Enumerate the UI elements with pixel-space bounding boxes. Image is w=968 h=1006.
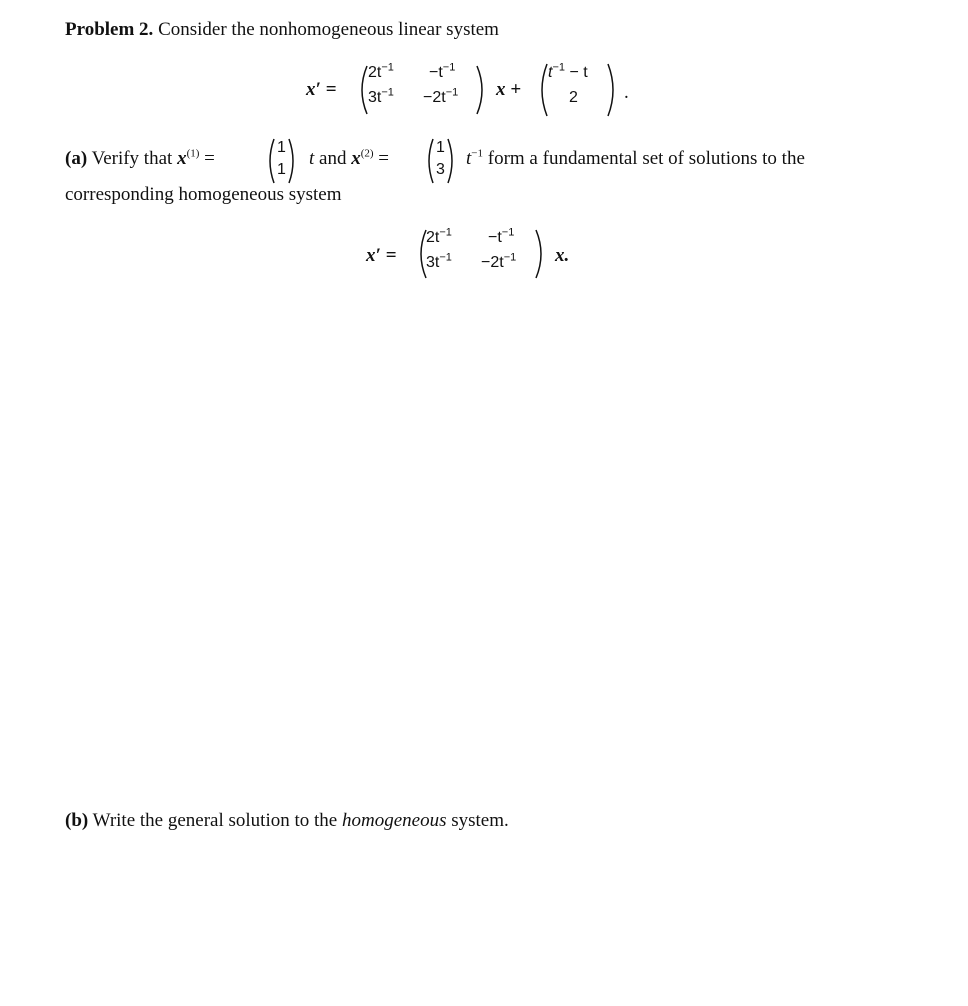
problem-intro: Consider the nonhomogeneous linear system: [158, 19, 499, 40]
v1-left-paren: [264, 137, 276, 185]
part-b-label: (b): [65, 810, 89, 831]
part-a-verify-text: Verify that: [91, 148, 173, 169]
homog-rhs: x.: [555, 245, 570, 266]
v2-right-paren: [446, 137, 458, 185]
v1-right-paren: [287, 137, 299, 185]
v2-bottom: 3: [436, 161, 445, 178]
v1-bottom: 1: [277, 161, 286, 178]
matrix-a22: $-2t^{-1}$: [423, 86, 459, 106]
part-b-text-after: system.: [451, 810, 509, 831]
forcing-top: $t^{-1} - t$: [548, 61, 588, 81]
homog-a12: $-t^{-1}$: [488, 226, 515, 246]
matrix-left-paren: [355, 64, 369, 116]
homog-lhs: x′ =: [366, 245, 397, 266]
part-a-line2: corresponding homogeneous system: [65, 184, 342, 205]
part-a-tail: $t^{-1}$ form a fundamental set of solutions to the: [466, 147, 805, 169]
part-a-middle: t and $x^{(2)}$ =: [309, 147, 390, 169]
homog-a22: $-2t^{-1}$: [481, 251, 517, 271]
homog-a11: $2t^{-1}$: [426, 226, 452, 246]
part-a-intro: (a) Verify that $x^{(1)}$ =: [65, 147, 215, 169]
forcing-right-paren: [606, 62, 620, 118]
problem-heading: [65, 19, 499, 41]
problem-label: Problem 2.: [65, 19, 154, 40]
part-a-label: (a): [65, 148, 88, 169]
v1-top: 1: [277, 139, 286, 156]
homog-a21: $3t^{-1}$: [426, 251, 452, 271]
part-b-emphasis: homogeneous: [342, 810, 447, 831]
matrix-right-paren: [475, 64, 489, 116]
homog-right-paren: [534, 228, 548, 280]
system-lhs: x′ =: [306, 79, 337, 100]
matrix-a21: $3t^{-1}$: [368, 86, 394, 106]
matrix-a11: $2t^{-1}$: [368, 61, 394, 81]
v2-left-paren: [423, 137, 435, 185]
forcing-left-paren: [535, 62, 549, 118]
system-end-period: .: [624, 82, 629, 103]
system-x-plus: x +: [496, 79, 522, 100]
part-b-statement: [65, 810, 509, 832]
matrix-a12: $-t^{-1}$: [429, 61, 456, 81]
part-b-text-before: Write the general solution to the: [92, 810, 338, 831]
v2-top: 1: [436, 139, 445, 156]
forcing-bottom: 2: [569, 89, 578, 106]
